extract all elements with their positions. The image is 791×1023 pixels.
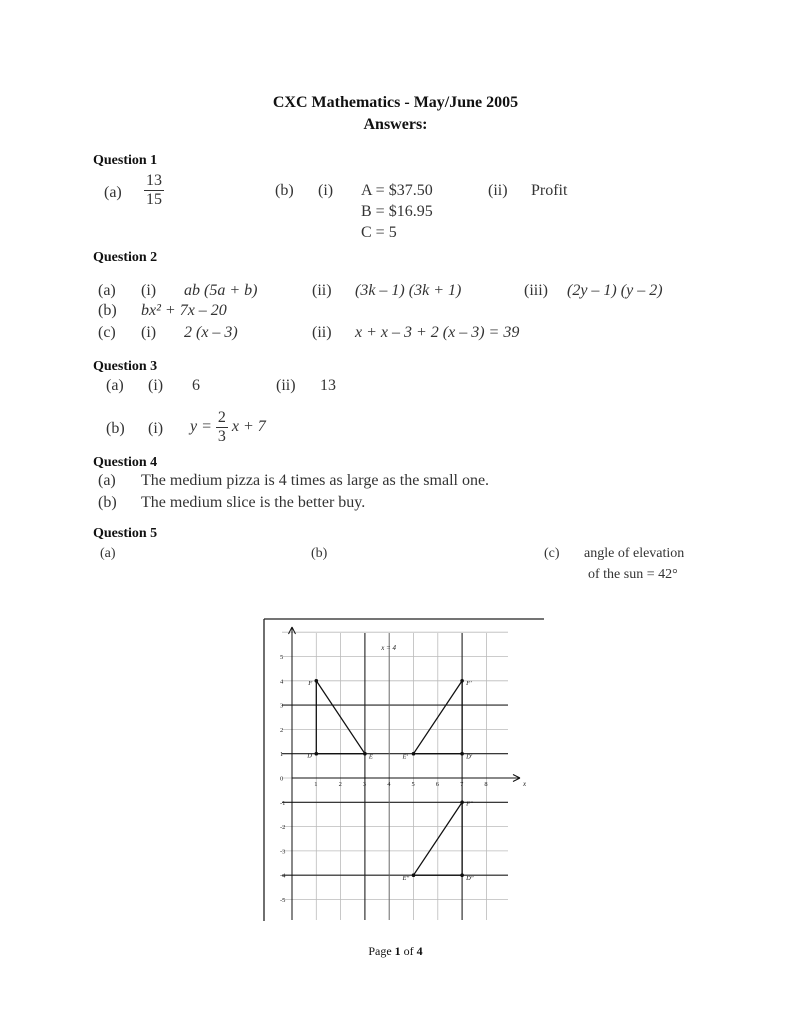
- q5-a-label: (a): [100, 546, 116, 561]
- vertex-label: E: [368, 753, 373, 761]
- question-1-heading: Question 1: [93, 153, 158, 168]
- page-footer: [0, 944, 791, 959]
- vertex-point: [460, 752, 464, 756]
- q3-b-lhs: y =: [190, 418, 212, 436]
- q5-b-label: (b): [311, 546, 328, 561]
- x-tick-label: 5: [411, 781, 415, 788]
- q3-b-rhs: x + 7: [231, 418, 266, 436]
- q1-a-denominator: 15: [146, 191, 162, 208]
- q4-b-answer: The medium slice is the better buy.: [141, 494, 366, 511]
- q3-a-ii-answer: 13: [320, 377, 336, 394]
- x-tick-label: 4: [387, 781, 391, 788]
- q5-c-line-1: angle of elevation: [584, 546, 685, 561]
- footer-prefix: Page: [368, 944, 395, 958]
- y-tick-label: 5: [280, 654, 284, 661]
- x-tick-label: 8: [484, 781, 488, 788]
- y-tick-label: 3: [280, 702, 284, 710]
- vertex-point: [363, 752, 367, 756]
- vertex-label: E': [402, 753, 408, 761]
- q2-a-i-label: (i): [141, 282, 157, 299]
- question-3-heading: Question 3: [93, 359, 158, 374]
- q5-c-label: (c): [544, 546, 560, 561]
- mirror-line-label: x = 4: [381, 644, 397, 652]
- x-tick-label: 7: [460, 781, 464, 788]
- x-tick-label: 1: [314, 781, 318, 788]
- q2-a-i-answer: ab (5a + b): [184, 282, 258, 299]
- question-2-heading: Question 2: [93, 250, 158, 265]
- q1-a-fraction: [144, 172, 164, 209]
- vertex-point: [315, 679, 319, 683]
- vertex-label: E": [402, 875, 410, 883]
- q2-b-label: (b): [98, 302, 117, 319]
- q4-a-answer: The medium pizza is 4 times as large as the small one.: [141, 472, 490, 489]
- q2-a-ii-label: (ii): [312, 282, 332, 299]
- q2-a-iii-label: (iii): [524, 282, 548, 299]
- y-tick-label: 2: [280, 726, 284, 734]
- y-tick-label: 4: [280, 678, 284, 686]
- q3-b-label: (b): [106, 420, 125, 437]
- vertex-point: [315, 752, 319, 756]
- y-tick-label: -4: [280, 872, 286, 880]
- vertex-label: D": [466, 875, 474, 883]
- q1-b-ii-answer: Profit: [531, 182, 568, 199]
- vertex-label: F": [466, 800, 473, 808]
- q2-a-iii-answer: (2y – 1) (y – 2): [567, 282, 663, 299]
- q1-b-ii-label: (ii): [488, 182, 508, 199]
- page-title: CXC Mathematics - May/June 2005: [272, 94, 519, 111]
- x-tick-label: 6: [435, 781, 440, 788]
- q1-b-i-label: (i): [318, 182, 334, 199]
- question-5-heading: Question 5: [93, 526, 158, 541]
- y-tick-label: -1: [280, 799, 286, 807]
- q2-c-i-answer: 2 (x – 3): [184, 324, 238, 341]
- q3-b-denominator: 3: [217, 428, 226, 445]
- q1-b-line-b: B = $16.95: [361, 203, 433, 220]
- q3-b-equation: [190, 409, 266, 446]
- page-subtitle: Answers:: [363, 116, 428, 133]
- q3-a-i-answer: 6: [192, 377, 200, 394]
- y-tick-label: 1: [280, 751, 284, 759]
- y-tick-label: 0: [280, 775, 284, 783]
- q2-a-label: (a): [98, 282, 116, 299]
- q1-b-line-a: A = $37.50: [361, 182, 433, 199]
- q3-a-ii-label: (ii): [276, 377, 296, 394]
- vertex-point: [412, 873, 416, 877]
- y-tick-label: -2: [280, 824, 286, 832]
- vertex-label: F: [308, 679, 313, 687]
- vertex-point: [460, 679, 464, 683]
- q2-a-ii-answer: (3k – 1) (3k + 1): [355, 282, 462, 299]
- q1-b-line-c: C = 5: [361, 224, 397, 241]
- question-4-heading: Question 4: [93, 455, 158, 470]
- footer-middle: of: [400, 944, 417, 958]
- footer-page-total: 4: [416, 944, 423, 958]
- q2-c-label: (c): [98, 324, 116, 341]
- q1-a-label: (a): [104, 184, 122, 201]
- q3-a-label: (a): [106, 377, 124, 394]
- q2-b-answer: bx² + 7x – 20: [141, 302, 227, 319]
- q1-b-label: (b): [275, 182, 294, 199]
- q4-b-label: (b): [98, 494, 117, 511]
- q5-c-line-2: of the sun = 42°: [588, 567, 678, 582]
- vertex-label: D': [466, 753, 473, 761]
- q3-b-i-label: (i): [148, 420, 164, 437]
- x-tick-label: 3: [362, 781, 367, 788]
- x-axis-label: x: [523, 780, 527, 788]
- y-tick-label: -5: [280, 897, 286, 904]
- x-tick-label: 2: [338, 781, 342, 788]
- q2-c-ii-answer: x + x – 3 + 2 (x – 3) = 39: [355, 324, 520, 341]
- q4-a-label: (a): [98, 472, 116, 489]
- q3-b-numerator: 2: [217, 409, 226, 426]
- q1-a-numerator: 13: [146, 172, 162, 189]
- q2-c-ii-label: (ii): [312, 324, 332, 341]
- q2-c-i-label: (i): [141, 324, 157, 341]
- vertex-point: [460, 801, 464, 805]
- vertex-point: [412, 752, 416, 756]
- q3-a-i-label: (i): [148, 377, 164, 394]
- vertex-point: [460, 873, 464, 877]
- vertex-label: D: [307, 752, 313, 760]
- y-tick-label: -3: [280, 848, 286, 856]
- vertex-label: F': [466, 679, 472, 687]
- footer-page-number: 1: [394, 944, 401, 958]
- transformation-graph: [262, 617, 546, 923]
